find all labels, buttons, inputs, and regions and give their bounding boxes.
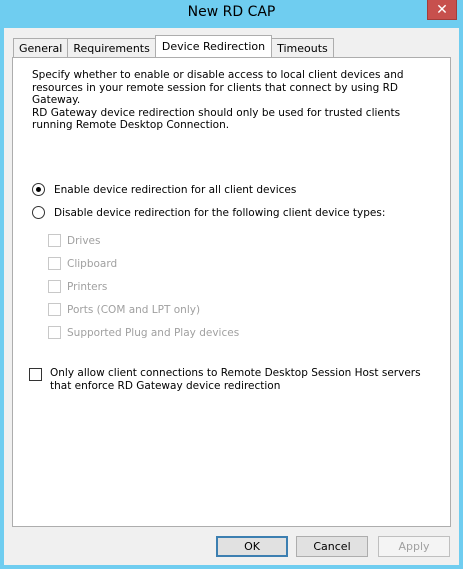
- dialog-client-area: [4, 28, 459, 565]
- device-drives-row[interactable]: [48, 234, 100, 247]
- device-clipboard-row[interactable]: [48, 257, 117, 270]
- tab-strip: [13, 36, 333, 57]
- title-bar[interactable]: [0, 0, 463, 28]
- window-title: New RD CAP: [187, 4, 276, 20]
- pnp-devices-checkbox[interactable]: [48, 326, 61, 339]
- disable-redirection-radio-row[interactable]: [32, 206, 385, 219]
- tab-general[interactable]: General: [13, 38, 68, 57]
- pnp-devices-label: Supported Plug and Play devices: [67, 326, 240, 339]
- tab-device-redirection[interactable]: Device Redirection: [155, 35, 272, 57]
- tab-requirements[interactable]: Requirements: [67, 38, 155, 57]
- apply-button[interactable]: Apply: [378, 536, 450, 557]
- description-text-1: Specify whether to enable or disable access to local client devices and resources in your remote session for clients that connect by using RD Gateway.: [32, 69, 404, 106]
- disable-redirection-label: Disable device redirection for the following client device types:: [54, 206, 386, 219]
- disable-redirection-radio[interactable]: [32, 206, 45, 219]
- device-ports-row[interactable]: [48, 303, 200, 316]
- enable-redirection-radio-row[interactable]: [32, 183, 296, 196]
- tab-timeouts[interactable]: Timeouts: [271, 38, 334, 57]
- tab-panel: [12, 57, 451, 527]
- printers-label: Printers: [67, 280, 108, 293]
- drives-checkbox[interactable]: [48, 234, 61, 247]
- drives-label: Drives: [67, 234, 101, 247]
- radio-selected-dot: [36, 187, 41, 192]
- enforce-redirection-label: Only allow client connections to Remote Desktop Session Host servers that enforce RD Gateway device redirection: [50, 367, 421, 392]
- device-pnp-row[interactable]: [48, 326, 239, 339]
- clipboard-label: Clipboard: [67, 257, 118, 270]
- enforce-redirection-checkbox[interactable]: [29, 368, 42, 381]
- close-button[interactable]: [427, 0, 457, 20]
- close-icon: ✕: [436, 1, 448, 18]
- ok-button[interactable]: OK: [216, 536, 288, 557]
- enforce-redirection-row[interactable]: [29, 367, 430, 393]
- enable-redirection-radio[interactable]: [32, 183, 45, 196]
- ports-label: Ports (COM and LPT only): [67, 303, 201, 316]
- clipboard-checkbox[interactable]: [48, 257, 61, 270]
- ports-checkbox[interactable]: [48, 303, 61, 316]
- description: [32, 69, 442, 132]
- enable-redirection-label: Enable device redirection for all client devices: [54, 183, 297, 196]
- printers-checkbox[interactable]: [48, 280, 61, 293]
- device-printers-row[interactable]: [48, 280, 107, 293]
- description-text-2: RD Gateway device redirection should only be used for trusted clients running Remote Desktop Connection.: [32, 106, 401, 131]
- cancel-button[interactable]: Cancel: [296, 536, 368, 557]
